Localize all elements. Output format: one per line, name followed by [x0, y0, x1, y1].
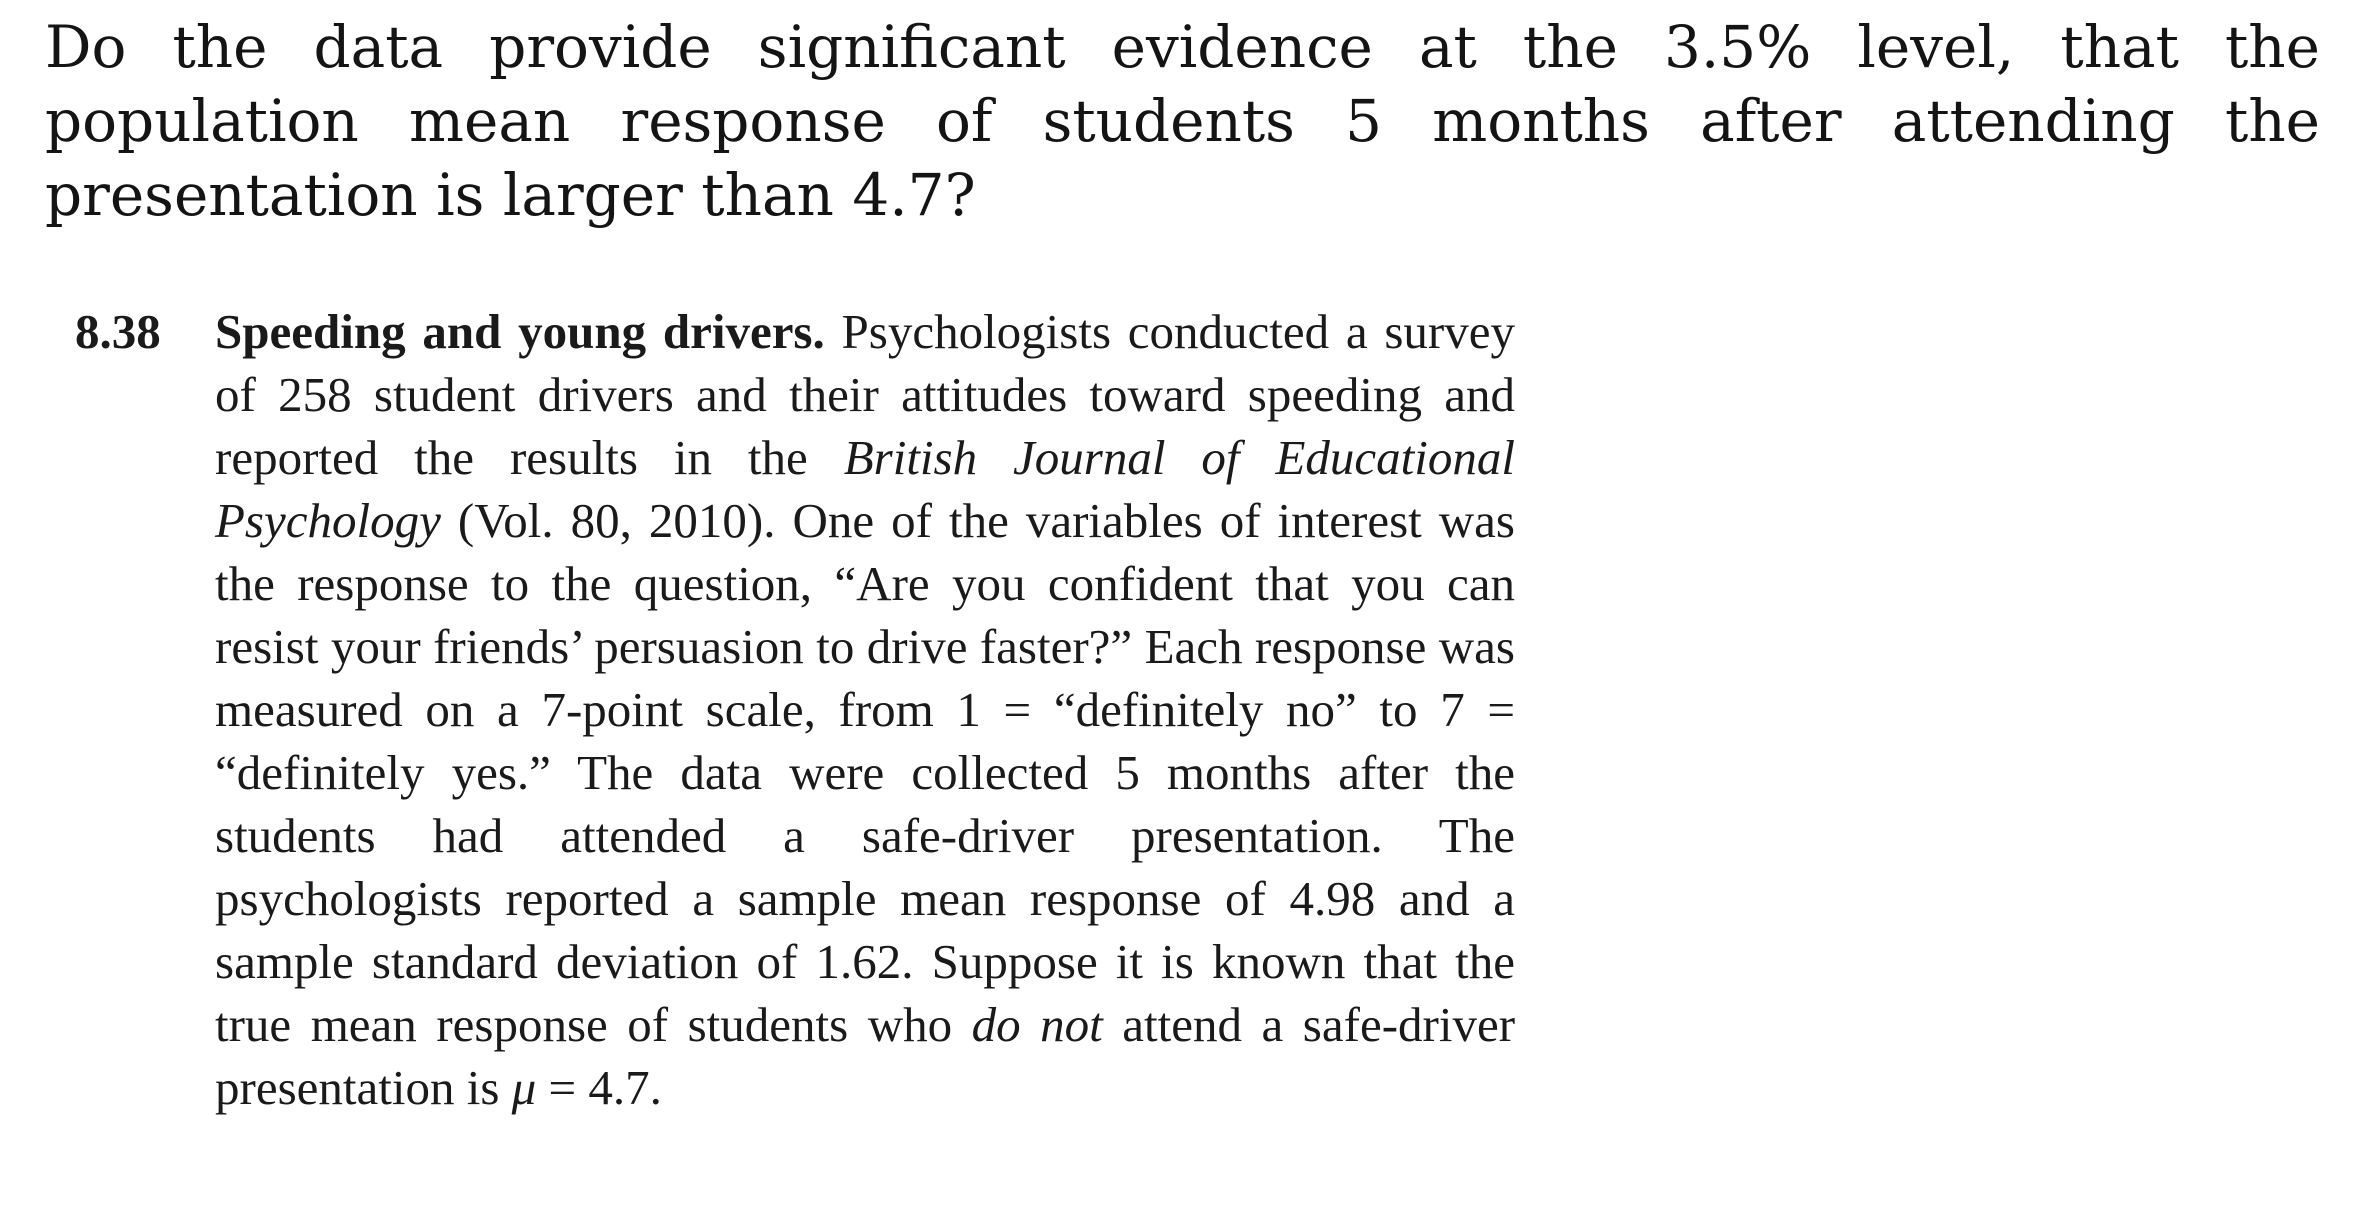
problem-text-part-4: = 4.7. [536, 1060, 662, 1115]
problem-title: Speeding and young drivers. [215, 304, 825, 359]
question-text: Do the data provide significant evidence at the 3.5% level, that the population mean response of students 5 months after attending the presentation is larger than 4.7? [45, 13, 2320, 229]
journal-name: British Journal of Educational Psychology [215, 430, 1515, 548]
mu-symbol: μ [511, 1060, 537, 1115]
problem-block [75, 300, 1515, 1119]
problem-number: 8.38 [75, 304, 161, 359]
problem-text-part-3: attend a safe-driver presentation is [215, 997, 1516, 1115]
emphasis-do-not: do not [971, 997, 1103, 1052]
problem-body [215, 300, 1515, 1119]
problem-text-part-1: Psychologists conducted a survey of 258 student drivers and their attitudes toward speeding and reported the results in the [215, 304, 1515, 485]
problem-text-part-2: (Vol. 80, 2010). One of the variables of interest was the response to the question, “Are you confident that you can resist your friends’ persuasion to drive faster?” Each response was measured on a 7-point scale, from 1 = “definitely no” to 7 = “definitely yes.” The data were collected 5 months after the students had attended a safe-driver presentation. The psychologists reported a sample mean response of 4.98 and a sample standard deviation of 1.62. Suppose it is known that the true mean response of students who [215, 493, 1515, 1052]
